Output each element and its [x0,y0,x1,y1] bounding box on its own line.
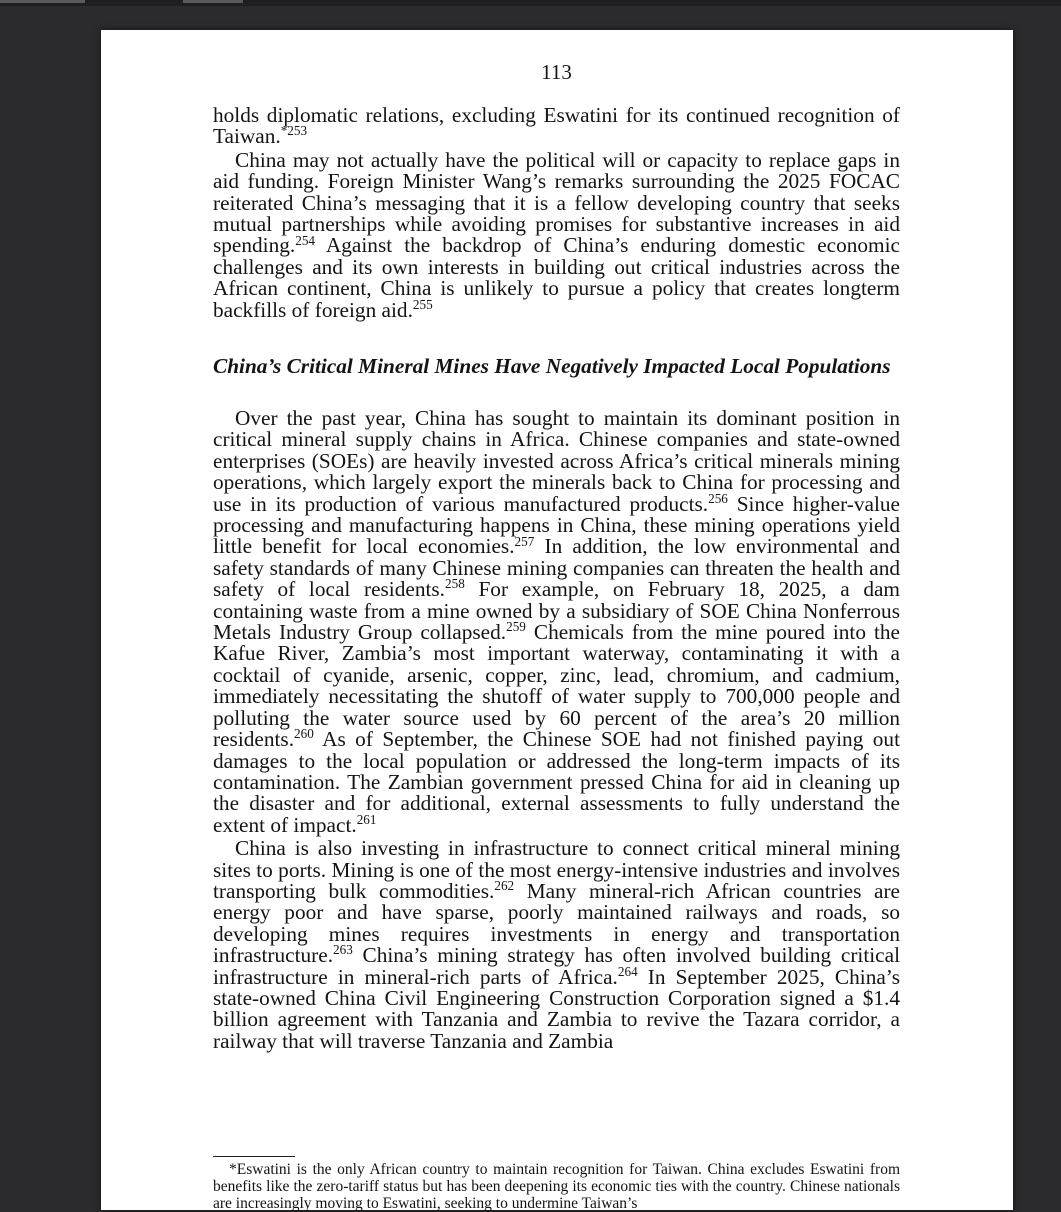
footnote-ref: 259 [506,619,526,635]
footnote-ref: 258 [445,576,465,592]
intro-text [213,105,900,321]
footnote-ref: 255 [412,296,433,312]
paragraph-continued: holds diplomatic relations, excluding Eswatini for its continued recognition of Taiwan.$^{*253}$ [213,103,900,149]
footnote-ref: *253 [280,123,308,139]
page-number: 113 [541,60,572,84]
footnote-ref: 260 [294,726,314,742]
paragraph: Over the past year, China has sought to maintain its dominant position in critical mineral supply chains in Africa. Chinese companies and state-owned enterprises (SOEs) are heavily invested across Africa’s critical minerals mining operations, which largely export the minerals back to China for processing and use in its production of various manufactured products.$^{256}$ Since higher-value processing and manufacturing happens in China, these mining operations yield little benefit for local economies.$^{257}$ In addition, the low environmental and safety standards of many Chinese mining companies can threaten the health and safety of local residents.$^{258}$ For example, on February 18, 2025, a dam containing waste from a mine owned by a subsidiary of SOE China Nonferrous Metals Industry Group collapsed.$^{259}$ Chemicals from the mine poured into the Kafue River, Zambia’s most important waterway, contaminating it with a cocktail of cyanide, arsenic, copper, zinc, lead, chromium, and cadmium, immediately necessitating the shutoff of water supply to 700,000 people and polluting the water source used by 60 percent of the area’s 20 million residents.$^{260}$ As of September, the Chinese SOE had not finished paying out damages to the local population or addressed the long-term impacts of its contamination. The Zambian government pressed China for aid in cleaning up the disaster and for additional, external assessments to fully understand the extent of impact.$^{261}$ [213,406,900,837]
footnote-ref: 261 [356,811,377,827]
viewer-top-bar [0,0,1061,6]
footnote-ref: 254 [295,232,316,248]
footnote: *Eswatini is the only African country to maintain recognition for Taiwan. China excludes Eswatini from benefits like the zero-tariff status but has been deepening its economic ties with the country. Chinese nationals are increasingly moving to Eswatini, seeking to undermine Taiwan’s [213,1161,900,1212]
footnote-ref: 263 [333,942,353,958]
viewer-tab-indicator[interactable] [0,0,85,3]
footnote-ref: 256 [708,490,728,506]
document-page [101,30,1013,1210]
footnote-ref: 257 [514,533,535,549]
paragraph: China is also investing in infrastructure to connect critical mineral mining sites to ports. Mining is one of the most energy-intensive industries and involves transporting bulk commodities.$^{262}$ Many mineral-rich African countries are energy poor and have sparse, poorly maintained railways and roads, so developing mines requires investments in energy and transportation infrastructure.$^{263}$ China’s mining strategy has often involved building critical infrastructure in mineral-rich parts of Africa.$^{264}$ In September 2025, China’s state-owned China Civil Engineering Construction Corporation signed a $1.4 billion agreement with Tanzania and Zambia to revive the Tazara corridor, a railway that will traverse Tanzania and Zambia [213,836,900,1053]
body-text [213,408,900,1052]
footnote-divider [213,1156,295,1157]
footnote-ref: 262 [494,878,515,894]
viewer-tab-indicator[interactable] [183,0,243,3]
paragraph: China may not actually have the political will or capacity to replace gaps in aid funding. Foreign Minister Wang’s remarks surrounding the 2025 FOCAC reiterated China’s messaging that it is a fellow developing country that seeks mutual partnerships while avoiding promises for substantive increases in aid spending.$^{254}$ Against the backdrop of China’s enduring domestic economic challenges and its own interests in building out critical industries across the African continent, China is unlikely to pursue a policy that creates longterm backfills of foreign aid.$^{255}$ [213,147,900,322]
footnote-ref: 264 [617,963,638,979]
section-heading: China’s Critical Mineral Mines Have Negatively Impacted Local Populations [213,354,891,378]
